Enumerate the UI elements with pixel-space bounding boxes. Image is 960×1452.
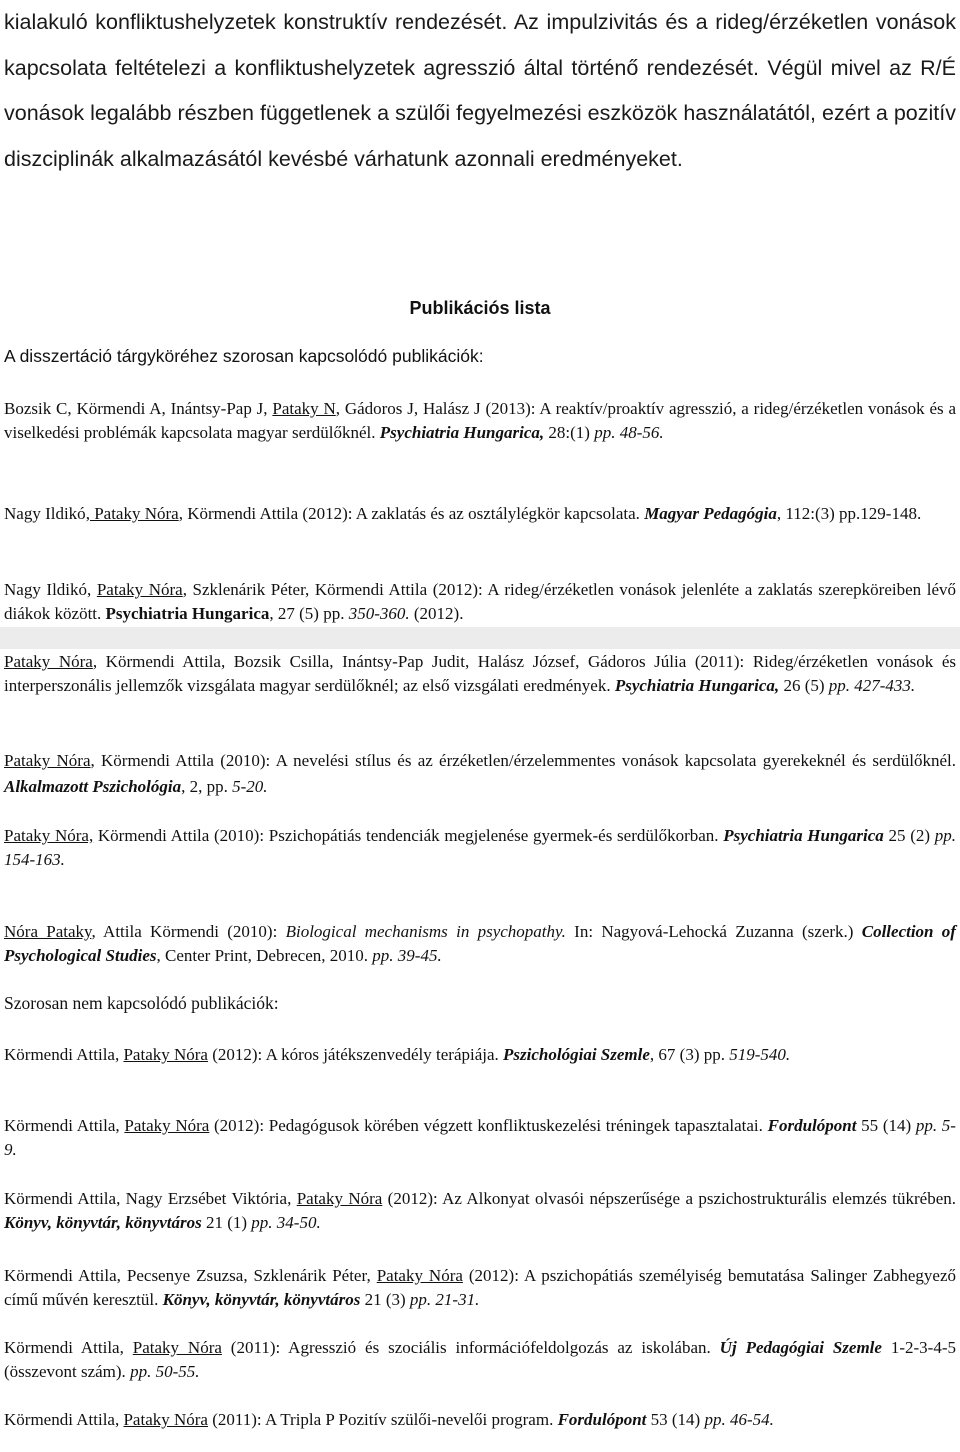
ref-journal: Új Pedagógiai Szemle (719, 1338, 882, 1357)
ref-volume: 21 (3) (360, 1290, 410, 1309)
reference-item (4, 920, 956, 968)
ref-journal: Psychiatria Hungarica, (379, 423, 545, 442)
ref-authors-rest: , Attila Körmendi (2010): (91, 922, 286, 941)
intro-paragraph (4, 0, 956, 182)
ref-authors: Körmendi Attila, (4, 1045, 124, 1064)
ref-pages: pp. 5-9. (4, 1116, 956, 1159)
reference-item (4, 748, 956, 800)
ref-title: , Körmendi Attila, Bozsik Csilla, Inántsy-Pap Judit, Halász József, Gádoros Júlia (2011): Rideg/érzéketlen vonások és interperszonális jellemzők vizsgálata magyar serdülőknél; az első vizsgálati eredmények. (4, 652, 956, 695)
ref-title: Körmendi Attila (2010): Pszichopátiás tendenciák megjelenése gyermek-és serdülőkorban. (93, 826, 724, 845)
ref-highlighted-author: Pataky Nóra (132, 1338, 222, 1357)
page-title: Publikációs lista (409, 298, 551, 318)
ref-highlighted-author: , Pataky Nóra (85, 504, 179, 523)
ref-title: (2012): Pedagógusok körében végzett konfliktuskezelési tréningek tapasztalatai. (209, 1116, 768, 1135)
ref-journal: Alkalmazott Pszichológia (4, 777, 182, 796)
ref-highlighted-author: Pataky Nóra (123, 1045, 208, 1064)
ref-highlighted-author: Nóra Pataky (4, 922, 92, 941)
ref-volume: 25 (2) (883, 826, 935, 845)
ref-pages: pp. 48-56. (594, 423, 664, 442)
section-label-related: A disszertáció tárgyköréhez szorosan kapcsolódó publikációk: (4, 346, 484, 366)
ref-title: (2011): A Tripla P Pozitív szülői-nevelői program. (207, 1410, 558, 1429)
reference-item (4, 1336, 956, 1384)
ref-title: Biological mechanisms in psychopathy. (285, 922, 566, 941)
ref-title: , Gádoros J, Halász J (2013): A reaktív/proaktív agresszió, a rideg/érzéketlen vonások és a viselkedési problémák kapcsolata magyar serdülőknél. (4, 399, 957, 442)
ref-volume: 55 (14) (856, 1116, 916, 1135)
ref-journal: Pszichológiai Szemle (503, 1045, 650, 1064)
ref-authors: Körmendi Attila, (4, 1410, 124, 1429)
ref-volume: , 27 (5) pp. (269, 604, 349, 623)
ref-authors: Körmendi Attila, Pecsenye Zsuzsa, Szklenárik Péter, (4, 1266, 377, 1285)
ref-title: , Körmendi Attila (2010): A nevelési stílus és az érzéketlen/érzelemmentes vonások kapcsolata gyerekeknél és serdülőknél. (90, 751, 956, 770)
ref-journal: Collection of Psychological Studies (4, 922, 956, 965)
ref-pages: pp. 46-54. (704, 1410, 774, 1429)
ref-pages: pp. 50-55. (130, 1362, 200, 1381)
ref-title: , Szklenárik Péter, Körmendi Attila (2012): A rideg/érzéketlen vonások jelenléte a zaklatás szerepköreiben lévő diákok között. (4, 580, 956, 623)
ref-highlighted-author: Pataky Nóra (123, 1410, 208, 1429)
ref-highlighted-author: Pataky Nóra (296, 1189, 383, 1208)
reference-item (4, 824, 956, 872)
ref-journal: Fordulópont (767, 1116, 857, 1135)
ref-highlighted-author: Pataky Nóra (376, 1266, 463, 1285)
ref-volume: , 112:(3) pp.129-148. (776, 504, 922, 523)
ref-authors: Körmendi Attila, (4, 1338, 133, 1357)
ref-journal: Magyar Pedagógia (644, 504, 777, 523)
ref-volume: , 67 (3) pp. (649, 1045, 730, 1064)
reference-item (4, 1043, 956, 1067)
ref-year: (2012). (409, 604, 464, 623)
reference-item (4, 502, 956, 526)
ref-journal: Könyv, könyvtár, könyvtáros (162, 1290, 361, 1309)
ref-journal: Fordulópont (557, 1410, 647, 1429)
ref-pages: pp. 154-163. (4, 826, 956, 869)
ref-title: (2012): A pszichopátiás személyiség bemutatása Salinger Zabhegyező című művén keresztül. (4, 1266, 956, 1309)
ref-authors: Nagy Ildikó, (4, 580, 97, 599)
ref-journal: Könyv, könyvtár, könyvtáros (4, 1213, 202, 1232)
ref-highlighted-author: Pataky Nóra (4, 652, 93, 671)
ref-journal: Psychiatria Hungarica (105, 604, 270, 623)
page-separator-band (0, 627, 960, 649)
ref-authors: Bozsik C, Körmendi A, Inántsy-Pap J, (4, 399, 273, 418)
ref-pages: 519-540. (729, 1045, 791, 1064)
ref-title: (2012): Az Alkonyat olvasói népszerűsége a pszichostrukturális elemzés tükrében. (382, 1189, 956, 1208)
ref-volume: 1-2-3-4-5 (összevont szám). (4, 1338, 956, 1381)
ref-pages: 5-20. (232, 777, 268, 796)
ref-journal: Psychiatria Hungarica (723, 826, 884, 845)
ref-authors: Körmendi Attila, Nagy Erzsébet Viktória, (4, 1189, 297, 1208)
reference-item (4, 1264, 956, 1312)
ref-volume: 21 (1) (201, 1213, 252, 1232)
ref-highlighted-author: Pataky N (272, 399, 336, 418)
ref-pages: pp. 34-50. (251, 1213, 321, 1232)
ref-volume: 28:(1) (544, 423, 595, 442)
ref-title: (2012): A kóros játékszenvedély terápiája. (207, 1045, 504, 1064)
section-label-unrelated: Szorosan nem kapcsolódó publikációk: (4, 993, 279, 1013)
ref-authors: Körmendi Attila, (4, 1116, 125, 1135)
ref-volume: 26 (5) (779, 676, 829, 695)
ref-title: , Körmendi Attila (2012): A zaklatás és az osztálylégkör kapcsolata. (178, 504, 645, 523)
reference-item (4, 578, 956, 626)
ref-title: (2011): Agresszió és szociális információfeldolgozás az iskolában. (221, 1338, 720, 1357)
ref-highlighted-author: Pataky Nóra (4, 751, 91, 770)
ref-journal: Psychiatria Hungarica, (614, 676, 780, 695)
reference-item (4, 397, 956, 445)
reference-item (4, 650, 956, 698)
reference-item (4, 1408, 956, 1432)
ref-volume: 53 (14) (646, 1410, 705, 1429)
intro-text: kialakuló konfliktushelyzetek konstruktív rendezését. Az impulzivitás és a rideg/érzéketlen vonások kapcsolata feltételezi a konfliktushelyzetek agresszió által történő rendezését. Végül mivel az R/É vonások legalább részben függetlenek a szülői fegyelmezési eszközök használatától, ezért a pozitív diszciplinák alkalmazásától kevésbé várhatunk azonnali eredményeket. (4, 10, 956, 171)
ref-highlighted-author: Pataky Nóra, (4, 826, 94, 845)
ref-highlighted-author: Pataky Nóra (96, 580, 183, 599)
ref-pages: 350-360. (348, 604, 410, 623)
ref-volume: , 2, pp. (181, 777, 233, 796)
reference-item (4, 1187, 956, 1235)
ref-pages: pp. 21-31. (409, 1290, 480, 1309)
ref-editor: In: Nagyová-Lehocká Zuzanna (szerk.) (565, 922, 862, 941)
ref-authors: Nagy Ildikó (4, 504, 86, 523)
ref-pages: pp. 39-45. (372, 946, 442, 965)
ref-highlighted-author: Pataky Nóra (124, 1116, 210, 1135)
reference-item (4, 1114, 956, 1162)
ref-pages: pp. 427-433. (828, 676, 916, 695)
ref-publisher: , Center Print, Debrecen, 2010. (156, 946, 373, 965)
